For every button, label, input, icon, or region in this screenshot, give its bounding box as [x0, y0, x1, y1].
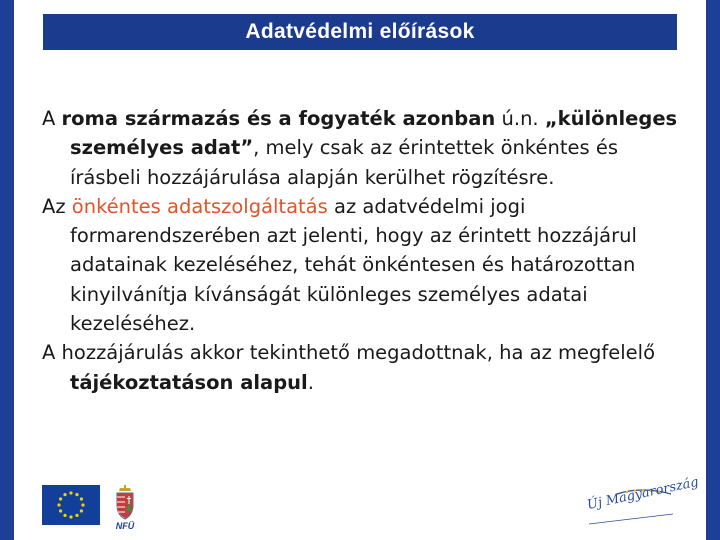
- text-run: .: [307, 370, 314, 394]
- bold-phrase: roma származás és a fogyaték azonban: [61, 107, 496, 130]
- hungarian-coat-of-arms-icon: [110, 485, 140, 535]
- text-run: Az: [42, 194, 72, 218]
- paragraph-voluntary-data: [42, 192, 692, 338]
- uj-magyarorszag-logo-icon: [585, 474, 700, 528]
- text-run: az adatvédelmi jogi formarendszerében azt jelenti, hogy az érintett hozzájárul adatainak kezeléséhez, tehát önkéntesen és határozottan kinyilvánítja kívánságát különleges személyes adatai kezeléséhez.: [70, 194, 637, 336]
- eu-flag-icon: [42, 485, 100, 525]
- highlighted-term: önkéntes adatszolgáltatás: [71, 194, 328, 218]
- text-run: ú.n.: [495, 107, 545, 130]
- uj-magyarorszag-label: Új Magyarország: [585, 474, 700, 513]
- text-run: A hozzájárulás akkor tekinthető megadottnak, ha az megfelelő: [42, 341, 655, 365]
- text-run: , mely csak az érintettek önkéntes és írásbeli hozzájárulása alapján kerülhet rögzítésre.: [70, 136, 619, 189]
- left-border-rail: [0, 0, 14, 540]
- bold-phrase: tájékoztatáson alapul: [70, 370, 308, 394]
- right-border-rail: [706, 0, 720, 540]
- nfu-label: NFÜ: [115, 521, 135, 531]
- bold-quoted-term: „különleges személyes adat”: [70, 107, 678, 160]
- slide-title: Adatvédelmi előírások: [43, 14, 677, 50]
- text-run: A: [42, 107, 62, 130]
- paragraph-roma-origin: [42, 104, 692, 192]
- paragraph-consent: [42, 338, 692, 397]
- slide-body: [42, 104, 692, 397]
